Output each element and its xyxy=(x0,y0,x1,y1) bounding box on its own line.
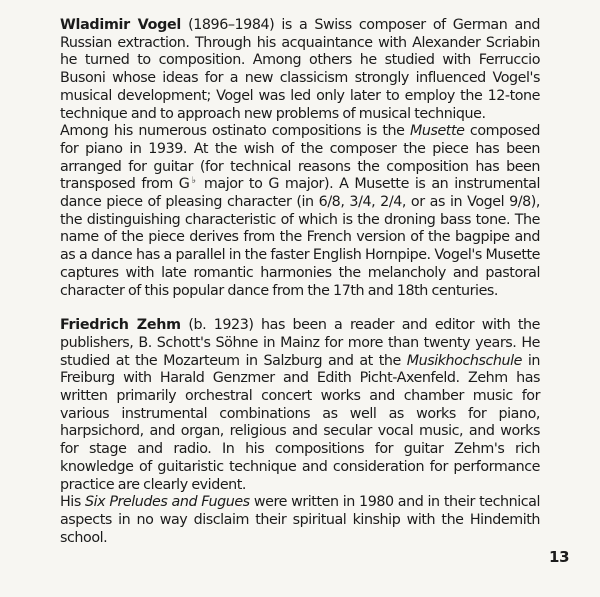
zehm-bio-text-a: (b. 1923) has been a reader and editor with the publishers, B. Schott's Söhne in Mainz for more than twenty years. He studied at the Mozarteum in Salzburg and at the xyxy=(60,317,540,369)
musette-text-b: composed for piano in 1939. At the wish of the composer the piece has been arranged for guitar (for technical reasons the composition has been transposed from G xyxy=(60,123,540,193)
paragraph-spacer xyxy=(60,300,540,317)
composer-name-zehm: Friedrich Zehm xyxy=(60,317,181,334)
vogel-bio-text: (1896–1984) is a Swiss composer of German and Russian extraction. Through his acquaintance with Alexander Scriabin he turned to composition. Among others he studied with Ferruccio Busoni whose ideas for a new classicism strongly influenced Vogel's musical development; Vogel was led only later to employ the 12-tone technique and to approach new problems of musical technique. xyxy=(60,17,541,122)
musikhochschule-term: Musikhochschule xyxy=(406,352,522,369)
preludes-fugues-paragraph xyxy=(60,494,540,547)
flat-sign: ♭ xyxy=(189,176,198,187)
composer-name-vogel: Wladimir Vogel xyxy=(60,17,182,33)
musette-text-a: Among his numerous ostinato compositions is the xyxy=(60,123,410,140)
preludes-text-b: were written in 1980 and in their technical aspects in no way disclaim their spiritual kinship with the Hindemith school. xyxy=(60,494,540,546)
page-number: 13 xyxy=(549,548,570,566)
musette-paragraph xyxy=(60,123,540,300)
preludes-text-a: His xyxy=(60,494,85,511)
preludes-fugues-title: Six Preludes and Fugues xyxy=(85,494,250,511)
musette-title: Musette xyxy=(409,123,465,140)
musette-text-c: major to G major). A Musette is an instrumental dance piece of pleasing character (in 6/8, 3/4, 2/4, or as in Vogel 9/8), the distinguishing characteristic of which is the droning bass tone. The name of the piece derives from the French version of the bagpipe and as a dance has a parallel in the faster English Hornpipe. Vogel's Musette captures with late romantic harmonies the melancholy and pastoral character of this popular dance from the 17th and 18th centuries. xyxy=(60,176,540,299)
zehm-biography-paragraph xyxy=(60,317,540,494)
liner-notes-text xyxy=(60,17,540,547)
zehm-bio-text-b: in Freiburg with Harald Genzmer and Edith Picht-Axenfeld. Zehm has written primarily orchestral concert works and chamber music for various instrumental combinations as well as works for piano, harpsichord, and organ, religious and secular vocal music, and works for stage and radio. In his compositions for guitar Zehm's rich knowledge of guitaristic technique and consideration for performance practice are clearly evident. xyxy=(60,352,540,493)
vogel-biography-paragraph xyxy=(60,17,540,123)
